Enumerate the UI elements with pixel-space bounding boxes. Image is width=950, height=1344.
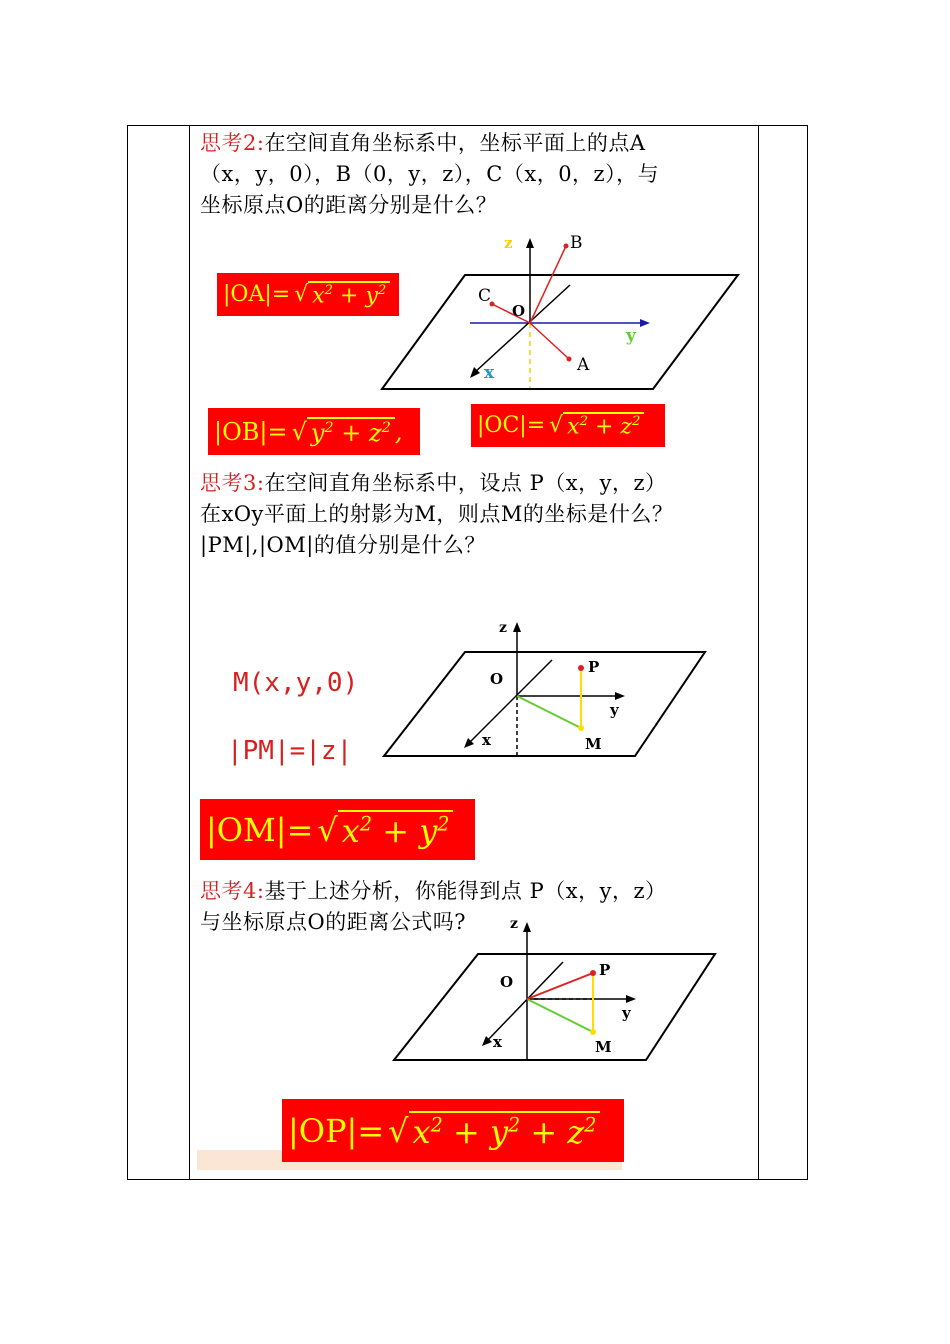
answer-m-coordinates: M(x,y,0) [233, 668, 359, 698]
think2-line3: 坐标原点O的距离分别是什么？ [200, 193, 498, 217]
formula-om-lhs: |OM|= [206, 810, 314, 849]
think4-label: 思考4: [200, 879, 265, 903]
label-o: O [490, 670, 504, 688]
formula-om-radicand: $x^2 + y^2$ [338, 810, 454, 850]
label-z: z [499, 620, 507, 636]
formula-om [200, 799, 475, 860]
think3-question [200, 468, 750, 561]
radical-icon: √ [549, 413, 564, 438]
label-p: P [588, 658, 600, 676]
segment-ob [530, 246, 566, 323]
segment-om [527, 999, 593, 1032]
formula-op-lhs: |OP|= [288, 1111, 385, 1150]
radical-icon: √ [291, 417, 307, 446]
formula-ob-tail: , [394, 417, 403, 446]
z-arrow [523, 922, 531, 932]
plane [382, 275, 738, 389]
point-m [578, 725, 584, 731]
think2-question [200, 128, 750, 221]
formula-ob-radicand: $y^2 + z^2$ [307, 417, 395, 447]
y-arrow [640, 319, 650, 327]
segment-om [517, 696, 581, 728]
x-axis [486, 962, 563, 1042]
formula-ob [208, 408, 420, 455]
label-c: C [478, 286, 492, 306]
formula-oc-radicand: $x^2 + z^2$ [563, 412, 644, 439]
think4-line1: 基于上述分析，你能得到点 P（x，y，z） [264, 879, 667, 903]
label-o: O [500, 973, 514, 991]
y-arrow [626, 995, 636, 1003]
label-b: B [570, 233, 583, 253]
segment-oa [530, 323, 569, 359]
label-o: O [512, 302, 526, 320]
table-divider-left [189, 126, 190, 1179]
point-m [590, 1029, 596, 1035]
label-z: z [510, 916, 518, 932]
z-arrow [526, 238, 534, 248]
think3-label: 思考3: [200, 471, 265, 495]
think2-label: 思考2: [200, 131, 265, 155]
formula-ob-lhs: |OB|= [214, 417, 288, 446]
formula-oa [217, 273, 399, 316]
figure-coordinate-plane-1 [370, 228, 750, 398]
table-divider-right [758, 126, 759, 1179]
think3-line3: |PM|,|OM|的值分别是什么？ [200, 533, 486, 557]
radical-icon: √ [294, 282, 309, 307]
label-a: A [577, 355, 590, 375]
figure-coordinate-plane-3 [390, 912, 720, 1064]
label-y: y [610, 701, 619, 719]
point-b [564, 244, 569, 249]
label-y: y [626, 326, 636, 346]
y-arrow [615, 692, 625, 700]
think2-line1: 在空间直角坐标系中，坐标平面上的点A [264, 131, 646, 155]
label-z: z [504, 234, 513, 252]
point-p [590, 970, 596, 976]
think4-line2: 与坐标原点O的距离公式吗? [200, 910, 466, 934]
point-p [578, 665, 584, 671]
think3-line1: 在空间直角坐标系中，设点 P（x，y，z） [264, 471, 667, 495]
z-arrow [513, 622, 521, 632]
label-m: M [585, 735, 602, 753]
formula-oc [471, 404, 665, 447]
x-axis [468, 660, 552, 744]
formula-op [282, 1099, 624, 1162]
formula-oa-lhs: |OA|= [223, 282, 291, 307]
label-m: M [595, 1038, 612, 1056]
formula-oa-radicand: $x^2 + y^2$ [308, 281, 390, 308]
label-x: x [493, 1033, 502, 1051]
radical-icon: √ [317, 810, 338, 849]
formula-op-radicand: $x^2 + y^2 + z^2$ [409, 1111, 601, 1151]
label-x: x [482, 731, 491, 749]
label-y: y [622, 1004, 631, 1022]
label-p: P [599, 961, 611, 979]
radical-icon: √ [388, 1111, 409, 1150]
formula-oc-lhs: |OC|= [477, 413, 546, 438]
figure-coordinate-plane-2 [380, 614, 710, 764]
answer-pm: |PM|=|z| [227, 736, 353, 766]
point-a [567, 357, 572, 362]
label-x: x [484, 363, 495, 383]
think3-line2: 在xOy平面上的射影为M，则点M的坐标是什么？ [200, 502, 674, 526]
think2-line2: （x，y，0），B（0，y，z），C（x，0，z），与 [200, 162, 660, 186]
segment-op [527, 973, 593, 999]
